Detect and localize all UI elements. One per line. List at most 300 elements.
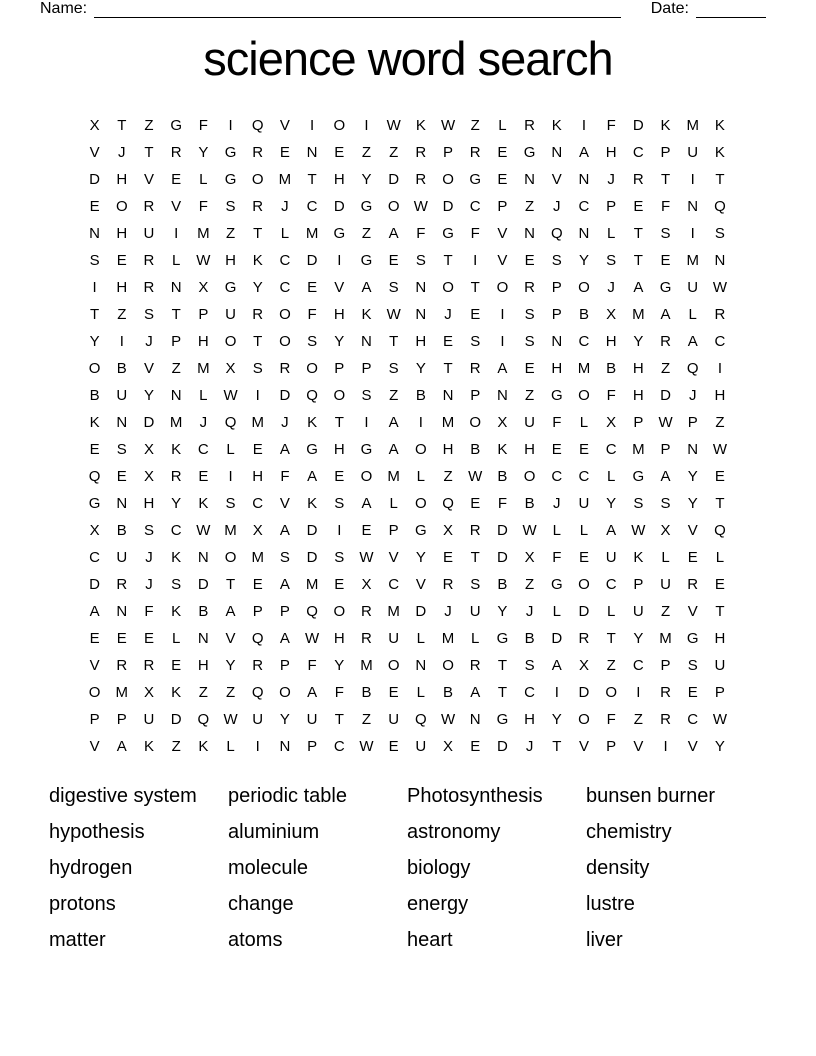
grid-letter: Z (361, 711, 372, 728)
grid-letter: D (388, 171, 400, 188)
grid-letter: V (279, 495, 290, 512)
grid-letter: T (334, 711, 344, 728)
grid-letter: O (224, 549, 237, 566)
grid-letter: J (118, 144, 126, 161)
grid-letter: C (388, 576, 400, 593)
grid-letter: Z (525, 387, 535, 404)
grid-letter: Z (198, 684, 208, 701)
grid-letter: E (116, 468, 127, 485)
grid-letter: M (115, 684, 129, 701)
grid-letter: H (551, 360, 563, 377)
grid-letter: M (659, 630, 672, 647)
grid-letter: J (281, 198, 289, 215)
grid-letter: I (500, 333, 505, 350)
grid-letter: Z (389, 144, 399, 161)
grid-letter: G (360, 252, 373, 269)
grid-letter: E (687, 549, 698, 566)
grid-letter: B (89, 387, 100, 404)
grid-letter: N (116, 495, 128, 512)
grid-letter: P (660, 441, 671, 458)
grid-letter: F (606, 711, 616, 728)
grid-letter: T (443, 360, 453, 377)
grid-letter: E (334, 468, 345, 485)
grid-letter: V (687, 522, 698, 539)
grid-letter: H (333, 306, 345, 323)
grid-letter: S (143, 306, 154, 323)
grid-letter: M (686, 117, 699, 134)
grid-letter: G (686, 630, 699, 647)
grid-letter: J (145, 549, 153, 566)
grid-letter: B (415, 387, 426, 404)
grid-letter: W (413, 198, 428, 215)
grid-letter: T (633, 225, 643, 242)
grid-letter: R (469, 360, 481, 377)
grid-letter: N (496, 387, 508, 404)
grid-letter: A (388, 414, 399, 431)
grid-letter: O (415, 441, 427, 458)
grid-letter: Z (525, 198, 535, 215)
grid-letter: A (551, 657, 562, 674)
grid-letter: S (551, 252, 562, 269)
grid-letter: L (552, 603, 561, 620)
word-list-column (407, 779, 586, 958)
grid-letter: S (470, 333, 481, 350)
word-list-item: density (586, 856, 650, 879)
grid-letter: E (388, 684, 399, 701)
grid-letter: R (252, 657, 264, 674)
grid-letter: M (224, 522, 237, 539)
grid-letter: T (470, 549, 480, 566)
grid-letter: G (469, 171, 482, 188)
grid-letter: C (605, 441, 617, 458)
grid-letter: Z (361, 225, 372, 242)
grid-letter: Q (686, 360, 699, 377)
grid-letter: U (143, 225, 155, 242)
grid-letter: S (524, 333, 535, 350)
grid-letter: E (660, 252, 671, 269)
grid-letter: H (197, 657, 209, 674)
grid-letter: E (279, 144, 290, 161)
grid-letter: E (470, 738, 481, 755)
grid-letter: I (663, 738, 668, 755)
grid-letter: Y (334, 333, 345, 350)
grid-letter: O (605, 684, 617, 701)
word-list-item: heart (407, 928, 453, 951)
grid-letter: E (89, 441, 100, 458)
grid-letter: H (415, 333, 427, 350)
grid-letter: H (333, 441, 345, 458)
grid-letter: N (524, 225, 536, 242)
grid-letter: Z (117, 306, 127, 323)
grid-letter: E (388, 252, 399, 269)
grid-letter: D (578, 684, 590, 701)
word-list-item: protons (49, 892, 116, 915)
grid-letter: B (497, 576, 508, 593)
grid-letter: M (387, 468, 400, 485)
grid-letter: I (554, 684, 559, 701)
grid-letter: I (690, 225, 695, 242)
grid-letter: U (660, 576, 671, 593)
grid-letter: T (606, 630, 616, 647)
grid-letter: P (660, 657, 671, 674)
grid-letter: L (199, 171, 208, 188)
grid-letter: V (143, 360, 154, 377)
grid-letter: G (170, 117, 182, 134)
grid-letter: H (333, 630, 345, 647)
grid-letter: U (469, 603, 481, 620)
grid-letter: I (500, 306, 505, 323)
grid-letter: U (632, 603, 644, 620)
grid-letter: L (661, 549, 670, 566)
grid-letter: P (551, 306, 562, 323)
grid-letter: P (171, 333, 182, 350)
grid-letter: Z (660, 603, 671, 620)
grid-letter: O (387, 198, 400, 215)
grid-letter: I (717, 360, 722, 377)
grid-letter: O (279, 684, 291, 701)
grid-letter: E (687, 684, 698, 701)
grid-letter: M (169, 414, 183, 431)
grid-letter: C (252, 495, 264, 512)
grid-letter: V (89, 738, 100, 755)
grid-letter: O (333, 603, 346, 620)
grid-letter: Z (225, 684, 236, 701)
grid-letter: X (660, 522, 671, 539)
grid-letter: Q (88, 468, 101, 485)
grid-letter: P (443, 144, 454, 161)
grid-letter: A (633, 279, 644, 296)
grid-letter: T (253, 333, 263, 350)
grid-letter: U (687, 144, 699, 161)
grid-letter: L (606, 468, 616, 485)
grid-letter: X (361, 576, 372, 593)
grid-letter: T (334, 414, 344, 431)
grid-letter: R (415, 171, 427, 188)
grid-letter: F (606, 387, 616, 404)
grid-letter: S (225, 198, 236, 215)
grid-letter: D (89, 171, 101, 188)
grid-letter: N (279, 738, 291, 755)
grid-letter: T (715, 171, 725, 188)
grid-letter: F (307, 657, 317, 674)
grid-letter: D (279, 387, 291, 404)
grid-letter: N (170, 279, 182, 296)
grid-letter: Y (225, 657, 236, 674)
grid-letter: E (361, 522, 372, 539)
grid-letter: Y (415, 549, 426, 566)
grid-letter: N (170, 387, 182, 404)
grid-letter: F (552, 549, 562, 566)
grid-letter: Y (633, 630, 644, 647)
grid-letter: Q (714, 522, 726, 539)
grid-letter: A (388, 225, 399, 242)
grid-letter: T (552, 738, 562, 755)
grid-letter: D (306, 252, 318, 269)
grid-letter: P (116, 711, 127, 728)
grid-letter: Z (443, 468, 453, 485)
grid-letter: I (228, 117, 233, 134)
grid-letter: O (469, 414, 482, 431)
grid-letter: L (688, 306, 697, 323)
grid-letter: V (551, 171, 562, 188)
grid-letter: C (170, 522, 182, 539)
grid-letter: J (525, 603, 534, 620)
grid-letter: B (497, 468, 508, 485)
grid-letter: Z (171, 738, 181, 755)
grid-letter: W (305, 630, 320, 647)
grid-letter: T (117, 117, 127, 134)
grid-letter: J (444, 603, 452, 620)
grid-letter: K (660, 117, 671, 134)
grid-letter: G (88, 495, 101, 512)
grid-letter: H (524, 711, 536, 728)
grid-letter: E (470, 306, 481, 323)
grid-letter: Z (660, 360, 671, 377)
grid-letter: Y (279, 711, 290, 728)
grid-letter: X (524, 549, 535, 566)
grid-letter: Y (415, 360, 426, 377)
grid-letter: T (253, 225, 263, 242)
grid-letter: L (416, 630, 426, 647)
word-list-item: biology (407, 856, 471, 879)
word-search-grid (81, 112, 734, 760)
grid-letter: M (360, 657, 373, 674)
grid-letter: R (252, 306, 264, 323)
grid-letter: H (333, 171, 345, 188)
grid-letter: L (579, 522, 589, 539)
grid-letter: S (687, 657, 698, 674)
grid-letter: D (578, 603, 590, 620)
grid-letter: N (306, 144, 318, 161)
grid-letter: F (470, 225, 480, 242)
grid-letter: R (361, 603, 372, 620)
grid-letter: N (197, 549, 209, 566)
grid-letter: C (605, 576, 617, 593)
grid-letter: F (606, 117, 616, 134)
grid-letter: F (307, 306, 317, 323)
grid-letter: J (145, 576, 153, 593)
grid-letter: E (578, 441, 589, 458)
grid-letter: F (144, 603, 154, 620)
grid-letter: Z (715, 414, 725, 431)
grid-letter: M (632, 306, 645, 323)
grid-letter: L (606, 603, 616, 620)
grid-letter: K (89, 414, 100, 431)
grid-letter: K (198, 495, 209, 512)
grid-letter: E (524, 252, 535, 269)
grid-letter: M (278, 171, 292, 188)
grid-letter: X (89, 522, 100, 539)
grid-letter: V (89, 144, 100, 161)
grid-letter: R (143, 198, 155, 215)
grid-letter: B (361, 684, 372, 701)
grid-letter: A (660, 306, 671, 323)
grid-letter: V (497, 225, 508, 242)
grid-letter: I (255, 387, 260, 404)
grid-letter: E (143, 630, 154, 647)
grid-letter: S (470, 576, 481, 593)
grid-letter: U (388, 711, 400, 728)
grid-letter: P (497, 198, 508, 215)
grid-letter: S (252, 360, 263, 377)
grid-letter: R (361, 630, 372, 647)
grid-letter: G (415, 522, 427, 539)
grid-letter: N (442, 387, 454, 404)
grid-letter: Z (606, 657, 616, 674)
grid-letter: K (307, 414, 318, 431)
grid-letter: X (606, 306, 617, 323)
grid-letter: E (171, 171, 182, 188)
grid-letter: L (498, 117, 507, 134)
grid-letter: A (361, 495, 372, 512)
grid-letter: N (714, 252, 726, 269)
grid-letter: T (470, 279, 480, 296)
grid-letter: H (714, 630, 726, 647)
grid-letter: K (307, 495, 318, 512)
grid-letter: A (307, 468, 318, 485)
grid-letter: R (279, 360, 291, 377)
grid-letter: Y (551, 711, 562, 728)
grid-letter: R (442, 576, 454, 593)
grid-letter: S (714, 225, 725, 242)
grid-letter: O (496, 279, 509, 296)
grid-letter: A (307, 684, 318, 701)
grid-letter: M (305, 225, 319, 242)
grid-letter: B (198, 603, 209, 620)
grid-letter: O (415, 495, 427, 512)
grid-letter: H (116, 171, 128, 188)
grid-letter: X (578, 657, 589, 674)
grid-letter: E (116, 630, 127, 647)
grid-letter: L (606, 225, 616, 242)
date-blank-line (696, 2, 766, 18)
grid-letter: R (252, 144, 264, 161)
grid-letter: Y (633, 333, 644, 350)
grid-letter: E (89, 198, 100, 215)
grid-letter: P (388, 522, 399, 539)
grid-letter: N (361, 333, 372, 350)
name-label: Name: (40, 0, 88, 17)
grid-letter: P (606, 738, 617, 755)
grid-letter: H (197, 333, 209, 350)
grid-letter: T (715, 603, 725, 620)
grid-letter: D (551, 630, 563, 647)
grid-letter: W (196, 252, 211, 269)
grid-letter: W (712, 711, 727, 728)
grid-letter: D (660, 387, 671, 404)
grid-letter: C (578, 198, 590, 215)
grid-letter: D (306, 549, 318, 566)
grid-letter: I (636, 684, 641, 701)
page-title: science word search (203, 32, 613, 85)
grid-letter: Y (361, 171, 372, 188)
grid-letter: F (280, 468, 290, 485)
grid-letter: Z (171, 360, 181, 377)
grid-letter: K (198, 738, 209, 755)
name-blank-line (94, 2, 621, 18)
grid-letter: A (279, 441, 290, 458)
grid-letter: X (252, 522, 263, 539)
word-list-item: molecule (228, 856, 309, 879)
grid-letter: I (92, 279, 97, 296)
grid-letter: Z (389, 387, 399, 404)
grid-letter: E (578, 549, 589, 566)
grid-letter: E (198, 468, 209, 485)
grid-letter: X (143, 441, 154, 458)
grid-letter: V (687, 603, 698, 620)
grid-letter: A (89, 603, 100, 620)
grid-letter: K (171, 549, 182, 566)
grid-letter: U (116, 549, 128, 566)
grid-letter: L (416, 468, 426, 485)
grid-letter: C (632, 657, 644, 674)
grid-letter: X (143, 684, 154, 701)
grid-letter: V (497, 252, 508, 269)
grid-letter: Y (578, 252, 589, 269)
grid-letter: G (360, 441, 373, 458)
word-list-item: lustre (586, 892, 635, 915)
grid-letter: S (361, 387, 372, 404)
word-list-item: periodic table (228, 785, 347, 808)
grid-letter: A (279, 576, 290, 593)
grid-letter: Q (251, 630, 264, 647)
grid-letter: Y (171, 495, 182, 512)
grid-letter: S (388, 360, 399, 377)
header (40, 0, 766, 18)
grid-letter: P (361, 360, 372, 377)
grid-letter: R (143, 657, 155, 674)
grid-letter: I (581, 117, 587, 134)
grid-letter: I (337, 252, 342, 269)
grid-letter: C (197, 441, 209, 458)
grid-letter: O (279, 333, 291, 350)
grid-letter: H (116, 279, 128, 296)
grid-letter: T (225, 576, 236, 593)
grid-letter: Q (306, 387, 318, 404)
grid-letter: R (469, 144, 481, 161)
grid-letter: S (307, 333, 318, 350)
grid-letter: H (605, 144, 617, 161)
grid-letter: Q (415, 711, 427, 728)
grid-letter: O (442, 657, 454, 674)
grid-letter: T (497, 657, 507, 674)
grid-letter: O (442, 279, 454, 296)
grid-letter: H (225, 252, 236, 269)
grid-letter: T (144, 144, 154, 161)
grid-letter: E (470, 495, 481, 512)
grid-letter: J (444, 306, 452, 323)
grid-letter: L (389, 495, 398, 512)
grid-letter: U (143, 711, 155, 728)
grid-letter: G (224, 279, 237, 296)
grid-letter: V (225, 630, 236, 647)
grid-letter: R (524, 279, 536, 296)
grid-letter: X (443, 738, 454, 755)
grid-letter: M (632, 441, 645, 458)
grid-letter: T (90, 306, 100, 323)
grid-letter: Q (442, 495, 454, 512)
grid-letter: S (334, 495, 345, 512)
grid-letter: N (415, 657, 427, 674)
word-list-column (228, 779, 407, 958)
grid-letter: G (360, 198, 373, 215)
grid-letter: P (279, 657, 290, 674)
grid-letter: J (607, 171, 615, 188)
grid-letter: U (306, 711, 318, 728)
grid-letter: D (306, 522, 318, 539)
grid-letter: M (197, 360, 210, 377)
grid-letter: I (174, 225, 179, 242)
